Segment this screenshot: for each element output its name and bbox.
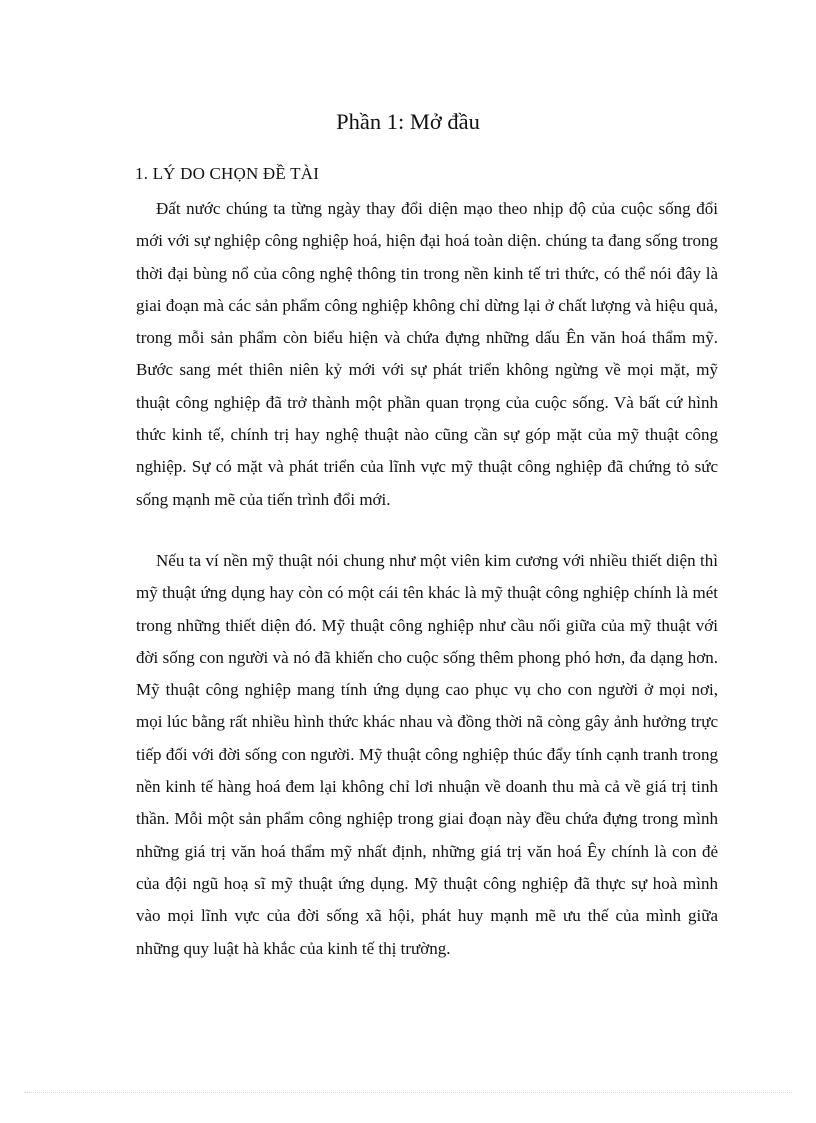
page-bottom-divider [24,1092,792,1093]
body-paragraph-1: Đất nước chúng ta từng ngày thay đổi diện mạo theo nhịp độ của cuộc sống đổi mới với sự nghiệp công nghiệp hoá, hiện đại hoá toàn diện. chúng ta đang sống trong thời đại bùng nổ của công nghệ thông tin trong nền kinh tế tri thức, có thể nói đây là giai đoạn mà các sản phẩm công nghiệp không chỉ dừng lại ở chất lượng và hiệu quả, trong mỗi sản phẩm còn biểu hiện và chứa đựng những dấu Ên văn hoá thẩm mỹ. Bước sang mét thiên niên kỷ mới với sự phát triển không ngừng về mọi mặt, mỹ thuật công nghiệp đã trở thành một phần quan trọng của cuộc sống. Và bất cứ hình thức kinh tế, chính trị hay nghệ thuật nào cũng cần sự góp mặt của mỹ thuật công nghiệp. Sự có mặt và phát triển của lĩnh vực mỹ thuật công nghiệp đã chứng tỏ sức sống mạnh mẽ của tiến trình đổi mới. [136,199,718,509]
body-paragraph-2: Nếu ta ví nền mỹ thuật nói chung như một viên kim cương với nhiều thiết diện thì mỹ thuật ứng dụng hay còn có một cái tên khác là mỹ thuật công nghiệp chính là mét trong những thiết diện đó. Mỹ thuật công nghiệp như cầu nối giữa của mỹ thuật với đời sống con người và nó đã khiến cho cuộc sống thêm phong phó hơn, đa dạng hơn. Mỹ thuật công nghiệp mang tính ứng dụng cao phục vụ cho con người ở mọi nơi, mọi lúc bằng rất nhiều hình thức khác nhau và đồng thời nã còng gây ảnh hưởng trực tiếp đối với đời sống con người. Mỹ thuật công nghiệp thúc đẩy tính cạnh tranh trong nền kinh tế hàng hoá đem lại không chỉ lơi nhuận về doanh thu mà cả về giá trị tinh thần. Mỗi một sản phẩm công nghiệp trong giai đoạn này đều chứa đựng trong mình những giá trị văn hoá thẩm mỹ nhất định, những giá trị văn hoá Êy chính là con đẻ của đội ngũ hoạ sĩ mỹ thuật ứng dụng. Mỹ thuật công nghiệp đã thực sự hoà mình vào mọi lĩnh vực của đời sống xã hội, phát huy mạnh mẽ ưu thế của mình giữa những quy luật hà khắc của kinh tế thị trường. [136,551,718,958]
section-heading: 1. LÝ DO CHỌN ĐỀ TÀI [135,164,320,183]
page-title: Phần 1: Mở đầu [336,109,480,134]
